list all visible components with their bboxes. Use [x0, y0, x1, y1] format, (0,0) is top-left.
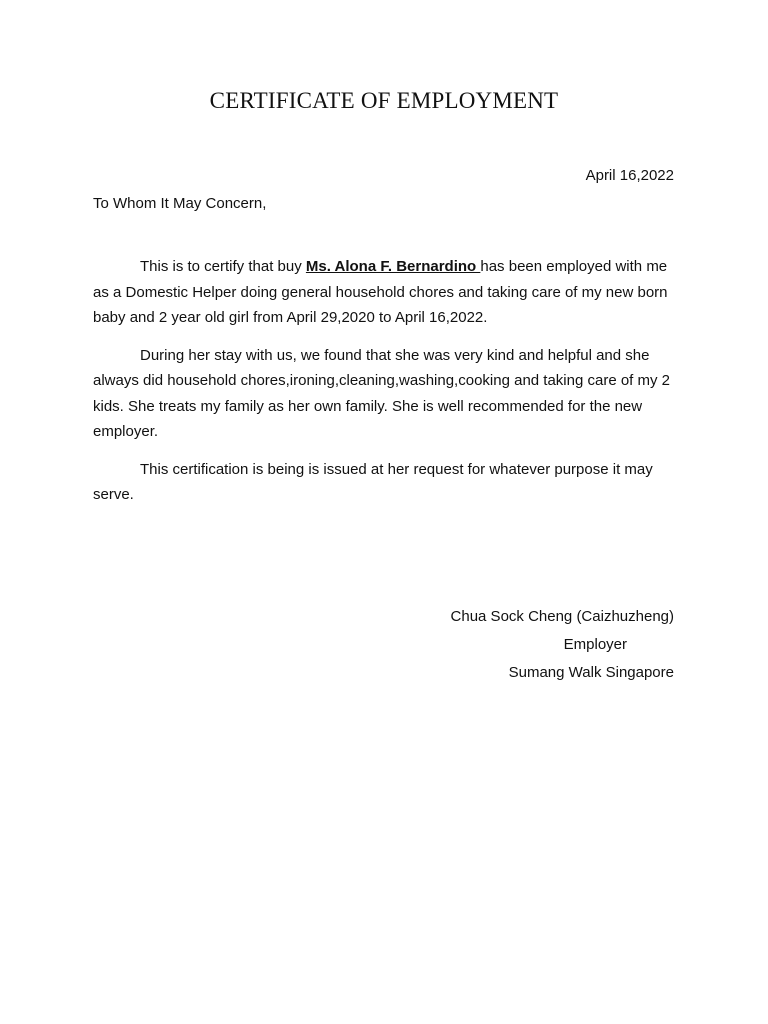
document-date: April 16,2022 [585, 167, 674, 184]
document-title: CERTIFICATE OF EMPLOYMENT [209, 88, 559, 113]
salutation: To Whom It May Concern, [93, 195, 267, 212]
certificate-body [93, 254, 678, 520]
employee-name: Ms. Alona F. Bernardino [305, 258, 481, 275]
signatory-name: Chua Sock Cheng (Caizhuzheng) [450, 608, 674, 625]
paragraph-employment-prefix: This is to certify that buy [140, 258, 306, 275]
paragraph-employment [93, 254, 678, 331]
signature-block [451, 603, 674, 687]
paragraph-purpose: This certification is being is issued at her request for whatever purpose it may serve. [93, 460, 653, 503]
paragraph-recommendation: During her stay with us, we found that she was very kind and helpful and she always did household chores,ironing,cleaning,washing,cooking and taking care of my 2 kids. She treats my family as her own family. She is well recommended for the new employer. [93, 346, 671, 440]
signatory-address: Sumang Walk Singapore [508, 664, 674, 681]
paragraph-employment-suffix: has been employed with me as a Domestic Helper doing general household chores and taking care of my new born baby and 2 year old girl from April 29,2020 to April 16,2022. [93, 258, 668, 326]
signatory-role: Employer [563, 636, 627, 653]
